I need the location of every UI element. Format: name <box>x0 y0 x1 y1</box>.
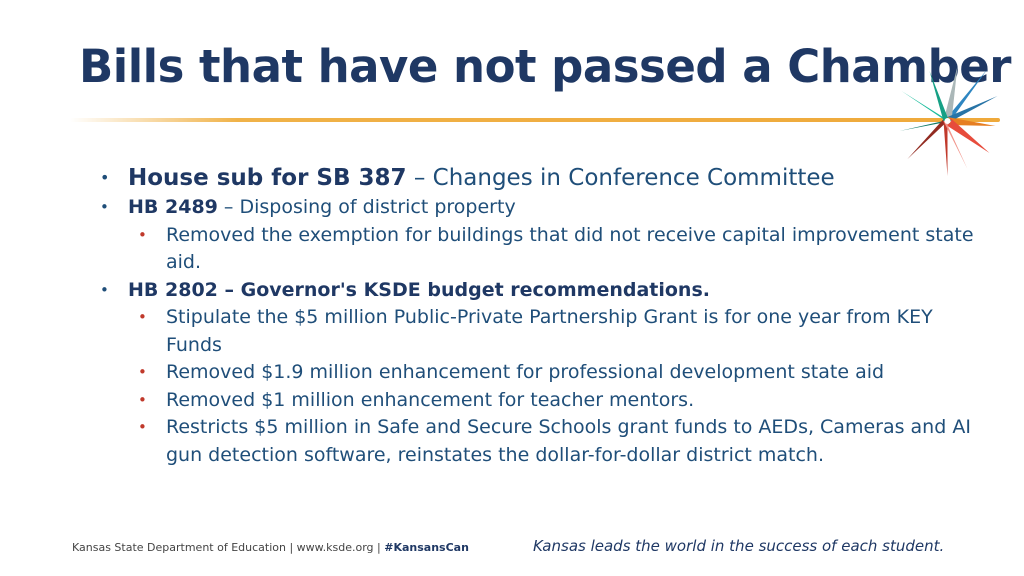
bullet-icon: • <box>100 198 109 216</box>
footer-org-text: Kansas State Department of Education | www.ksde.org | <box>72 541 385 554</box>
sub-list-item <box>96 387 986 415</box>
bill-name: HB 2802 – Governor's KSDE budget recommendations. <box>128 278 710 301</box>
slide-title: Bills that have not passed a Chamber <box>79 40 1011 93</box>
bill-description: – Disposing of district property <box>217 196 516 218</box>
title-divider <box>70 118 1000 122</box>
bill-description: – Changes in Conference Committee <box>406 165 835 191</box>
list-item <box>96 277 986 305</box>
bullet-icon: • <box>138 418 147 436</box>
bullet-icon: • <box>138 363 147 381</box>
footer-tagline: Kansas leads the world in the success of each student. <box>533 537 945 555</box>
sub-item-text: Removed $1.9 million enhancement for professional development state aid <box>166 361 885 383</box>
sub-item-text: Stipulate the $5 million Public-Private Partnership Grant is for one year from KEY Funds <box>166 306 933 356</box>
bullet-icon: • <box>100 280 109 299</box>
bill-name: House sub for SB 387 <box>128 165 407 191</box>
bullet-icon: • <box>138 225 147 244</box>
list-item <box>96 162 986 194</box>
sub-item-text: Removed $1 million enhancement for teacher mentors. <box>166 388 695 411</box>
bill-name: HB 2489 <box>128 196 218 218</box>
bullet-icon: • <box>138 390 147 409</box>
sub-item-text: Removed the exemption for buildings that did not receive capital improvement state aid. <box>166 223 974 273</box>
sub-list-item <box>96 304 986 359</box>
sub-list-item <box>96 414 986 469</box>
sub-list-item <box>96 222 986 277</box>
footer-hashtag: #KansansCan <box>384 541 469 554</box>
ksde-starburst-icon <box>895 66 1000 176</box>
footer-org <box>72 541 469 554</box>
bullet-icon: • <box>100 168 110 187</box>
bullet-list <box>96 162 986 469</box>
sub-list-item <box>96 359 986 387</box>
sub-item-text: Restricts $5 million in Safe and Secure Schools grant funds to AEDs, Cameras and AI gun detection software, reinstates the dollar-for-dollar district match. <box>166 416 971 466</box>
bullet-icon: • <box>138 308 147 326</box>
list-item <box>96 194 986 222</box>
